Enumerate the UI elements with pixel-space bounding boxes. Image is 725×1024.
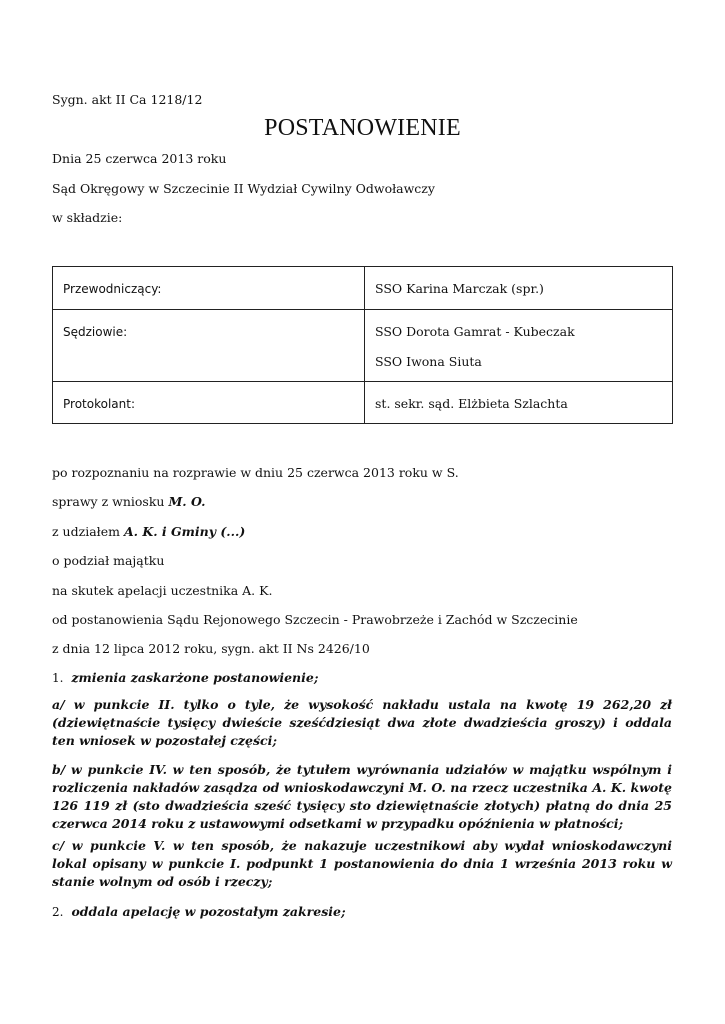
case-signature: Sygn. akt II Ca 1218/12 [52, 92, 203, 107]
ruling-item-1: 1. zmienia zaskarżone postanowienie; [52, 670, 319, 685]
panel-names: SSO Dorota Gamrat - Kubeczak SSO Iwona Siuta [365, 310, 673, 382]
court-panel-table [52, 266, 673, 424]
panel-names: SSO Karina Marczak (spr.) [365, 267, 673, 310]
panel-row-judges [53, 310, 673, 382]
ruling-point-c: c/ w punkcie V. w ten sposób, że nakazuje uczestnikowi aby wydał wnioskodawczyni lokal opisany w punkcie I. podpunkt 1 postanowienia do dnia 1 września 2013 roku w stanie wolnym od osób i rzeczy; [52, 838, 672, 889]
ruling-item-2: 2. oddala apelację w pozostałym zakresie; [52, 904, 346, 919]
decision-date: Dnia 25 czerwca 2013 roku [52, 151, 227, 166]
ruling-point-a: a/ w punkcie II. tylko o tyle, że wysokość nakładu ustala na kwotę 19 262,20 zł (dziewiętnaście tysięcy dwieście sześćdziesiąt dwa złote dwadzieścia groszy) i oddala ten wniosek w pozostałej części; [52, 697, 672, 748]
case-applicant-line: sprawy z wniosku M. O. [52, 494, 206, 509]
panel-row-clerk [53, 382, 673, 424]
lower-court-decision-date: z dnia 12 lipca 2012 roku, sygn. akt II Ns 2426/10 [52, 641, 370, 656]
ruling-point-b: b/ w punkcie IV. w ten sposób, że tytułem wyrównania udziałów w majątku wspólnym i rozliczenia nakładów zasądza od wnioskodawczyni M. O. na rzecz uczestnika A. K. kwotę 126 119 zł (sto dwadzieścia sześć tysięcy sto dziewiętnaście złotych) płatną do dnia 25 czerwca 2014 roku z ustawowymi odsetkami w przypadku opóźnienia w płatności; [52, 762, 672, 831]
panel-role: Przewodniczący: [53, 267, 365, 310]
participants-names: A. K. i Gminy (...) [123, 524, 246, 539]
panel-role: Protokolant: [53, 382, 365, 424]
document-title: POSTANOWIENIE [264, 115, 461, 141]
court-name: Sąd Okręgowy w Szczecinie II Wydział Cywilny Odwoławczy [52, 181, 435, 196]
panel-row-presiding [53, 267, 673, 310]
lower-court-decision: od postanowienia Sądu Rejonowego Szczecin - Prawobrzeże i Zachód w Szczecinie [52, 612, 578, 627]
hearing-info: po rozpoznaniu na rozprawie w dniu 25 czerwca 2013 roku w S. [52, 465, 459, 480]
panel-names: st. sekr. sąd. Elżbieta Szlachta [365, 382, 673, 424]
composition-label: w składzie: [52, 210, 123, 225]
applicant-name: M. O. [168, 494, 206, 509]
panel-role: Sędziowie: [53, 310, 365, 382]
case-subject: o podział majątku [52, 553, 165, 568]
appeal-info: na skutek apelacji uczestnika A. K. [52, 583, 273, 598]
participants-line: z udziałem A. K. i Gminy (...) [52, 524, 246, 539]
